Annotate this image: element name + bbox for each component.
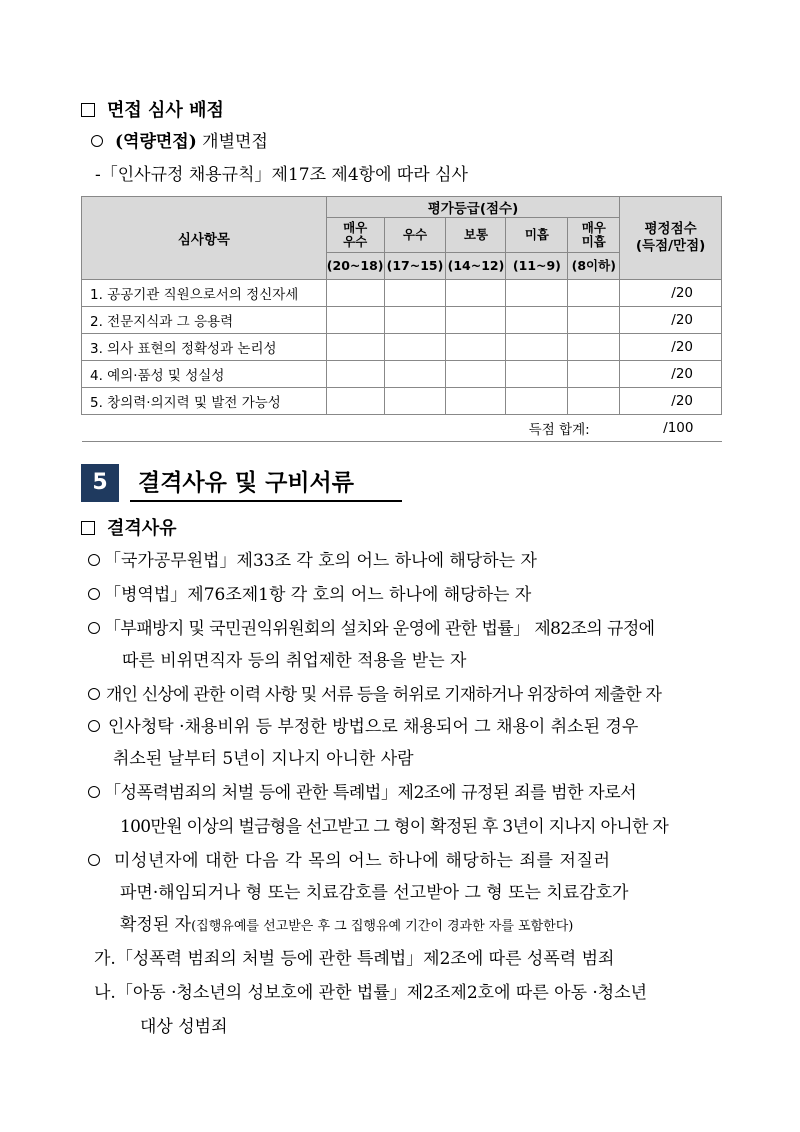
score-cell (506, 361, 568, 388)
row-item: 1. 공공기관 직원으로서의 정신자세 (82, 280, 327, 307)
table-row (82, 388, 722, 415)
list-item (88, 846, 611, 871)
list-item-text: 개인 신상에 관한 이력 사항 및 서류 등을 허위로 기재하거나 위장하여 제출한 자 (106, 685, 662, 705)
table-row (82, 361, 722, 388)
score-cell (326, 280, 384, 307)
interview-type (91, 127, 268, 152)
row-score: /20 (620, 388, 722, 415)
score-cell (326, 361, 384, 388)
score-cell (384, 361, 446, 388)
list-item-text: 미성년자에 대한 다음 각 목의 어느 하나에 해당하는 죄를 저질러 (114, 851, 611, 871)
row-score: /20 (620, 361, 722, 388)
grade-label: 매우 우수 (326, 218, 384, 253)
list-item (88, 680, 661, 705)
grade-range: (11~9) (506, 253, 568, 280)
total-row (82, 415, 722, 442)
score-cell (446, 388, 506, 415)
score-cell (384, 280, 446, 307)
list-item (88, 712, 638, 737)
table-row (82, 334, 722, 361)
circle-bullet-icon (88, 786, 100, 798)
list-item-text: 「부패방지 및 국민권익위원회의 설치와 운영에 관한 법률」 제82조의 규정에 (104, 619, 655, 639)
circle-bullet-icon (88, 588, 100, 600)
score-cell (506, 307, 568, 334)
row-item: 4. 예의·품성 및 성실성 (82, 361, 327, 388)
interview-basis: -「인사규정 채용규칙」제17조 제4항에 따라 심사 (95, 165, 468, 185)
section-title-underline (130, 500, 402, 502)
grade-range: (20~18) (326, 253, 384, 280)
circle-bullet-icon (88, 854, 100, 866)
list-item-text: 인사청탁 ·채용비위 등 부정한 방법으로 채용되어 그 채용이 취소된 경우 (108, 717, 639, 737)
list-item-continuation: 취소된 날부터 5년이 지나지 아니한 사람 (113, 749, 414, 769)
list-subitem: 나.「아동 ·청소년의 성보호에 관한 법률」제2조제2호에 따른 아동 ·청소년 (94, 983, 648, 1003)
grade-label: 매우 미흡 (568, 218, 620, 253)
interview-type-bold: (역량면접) (115, 132, 197, 152)
grade-range: (14~12) (446, 253, 506, 280)
circle-bullet-icon (91, 135, 103, 147)
list-subitem: 가.「성폭력 범죄의 처벌 등에 관한 특례법」제2조에 따른 성폭력 범죄 (94, 949, 615, 969)
score-cell (568, 280, 620, 307)
score-cell (506, 388, 568, 415)
col-grade-header: 평가등급(점수) (326, 197, 619, 218)
list-item-continuation (120, 910, 573, 935)
score-cell (446, 307, 506, 334)
table-row (82, 280, 722, 307)
square-bullet-icon (81, 521, 95, 535)
grade-label: 우수 (384, 218, 446, 253)
row-item: 5. 창의력·의지력 및 발전 가능성 (82, 388, 327, 415)
row-item: 3. 의사 표현의 정확성과 논리성 (82, 334, 327, 361)
score-cell (446, 334, 506, 361)
interview-heading-text: 면접 심사 배점 (107, 100, 224, 121)
score-cell (568, 334, 620, 361)
list-item-text: 「병역법」제76조제1항 각 호의 어느 하나에 해당하는 자 (104, 585, 532, 605)
list-item (88, 580, 531, 605)
total-label: 득점 합계: (82, 415, 620, 442)
grade-range: (8이하) (568, 253, 620, 280)
evaluation-table (81, 196, 722, 442)
list-item-continuation: 대상 성범죄 (140, 1017, 228, 1037)
score-cell (384, 307, 446, 334)
list-item-note: (집행유예를 선고받은 후 그 집행유예 기간이 경과한 자를 포함한다) (191, 919, 574, 934)
score-cell (568, 307, 620, 334)
interview-type-rest: 개별면접 (196, 132, 268, 152)
score-cell (446, 361, 506, 388)
circle-bullet-icon (88, 688, 100, 700)
list-item (88, 778, 636, 803)
circle-bullet-icon (88, 554, 100, 566)
score-cell (326, 388, 384, 415)
circle-bullet-icon (88, 720, 100, 732)
score-cell (326, 307, 384, 334)
score-cell (384, 334, 446, 361)
col-item-header: 심사항목 (82, 197, 327, 280)
grade-range: (17~15) (384, 253, 446, 280)
row-score: /20 (620, 334, 722, 361)
list-item-text: 확정된 자 (120, 915, 192, 935)
disq-heading-text: 결격사유 (107, 518, 177, 539)
list-item-continuation: 파면·해임되거나 형 또는 치료감호를 선고받아 그 형 또는 치료감호가 (120, 883, 629, 903)
score-cell (446, 280, 506, 307)
score-cell (384, 388, 446, 415)
col-total-header: 평정점수 (득점/만점) (620, 197, 722, 280)
score-cell (326, 334, 384, 361)
row-item: 2. 전문지식과 그 응용력 (82, 307, 327, 334)
score-cell (506, 334, 568, 361)
interview-heading (81, 96, 224, 122)
table-row (82, 307, 722, 334)
disq-heading (81, 514, 177, 540)
score-cell (506, 280, 568, 307)
list-item-continuation: 100만원 이상의 벌금형을 선고받고 그 형이 확정된 후 3년이 지나지 아니한 자 (120, 817, 669, 837)
grade-label: 보통 (446, 218, 506, 253)
row-score: /20 (620, 307, 722, 334)
list-item-continuation: 따른 비위면직자 등의 취업제한 적용을 받는 자 (122, 651, 467, 671)
grade-label: 미흡 (506, 218, 568, 253)
section-title: 결격사유 및 구비서류 (138, 470, 354, 496)
list-item (88, 546, 537, 571)
list-item-text: 「국가공무원법」제33조 각 호의 어느 하나에 해당하는 자 (104, 551, 537, 571)
score-cell (568, 361, 620, 388)
list-item (88, 614, 655, 639)
list-item-text: 「성폭력범죄의 처벌 등에 관한 특례법」제2조에 규정된 죄를 범한 자로서 (104, 783, 637, 803)
total-value: /100 (620, 415, 722, 442)
row-score: /20 (620, 280, 722, 307)
circle-bullet-icon (88, 622, 100, 634)
section-number-badge: 5 (81, 464, 119, 502)
score-cell (568, 388, 620, 415)
square-bullet-icon (81, 103, 95, 117)
